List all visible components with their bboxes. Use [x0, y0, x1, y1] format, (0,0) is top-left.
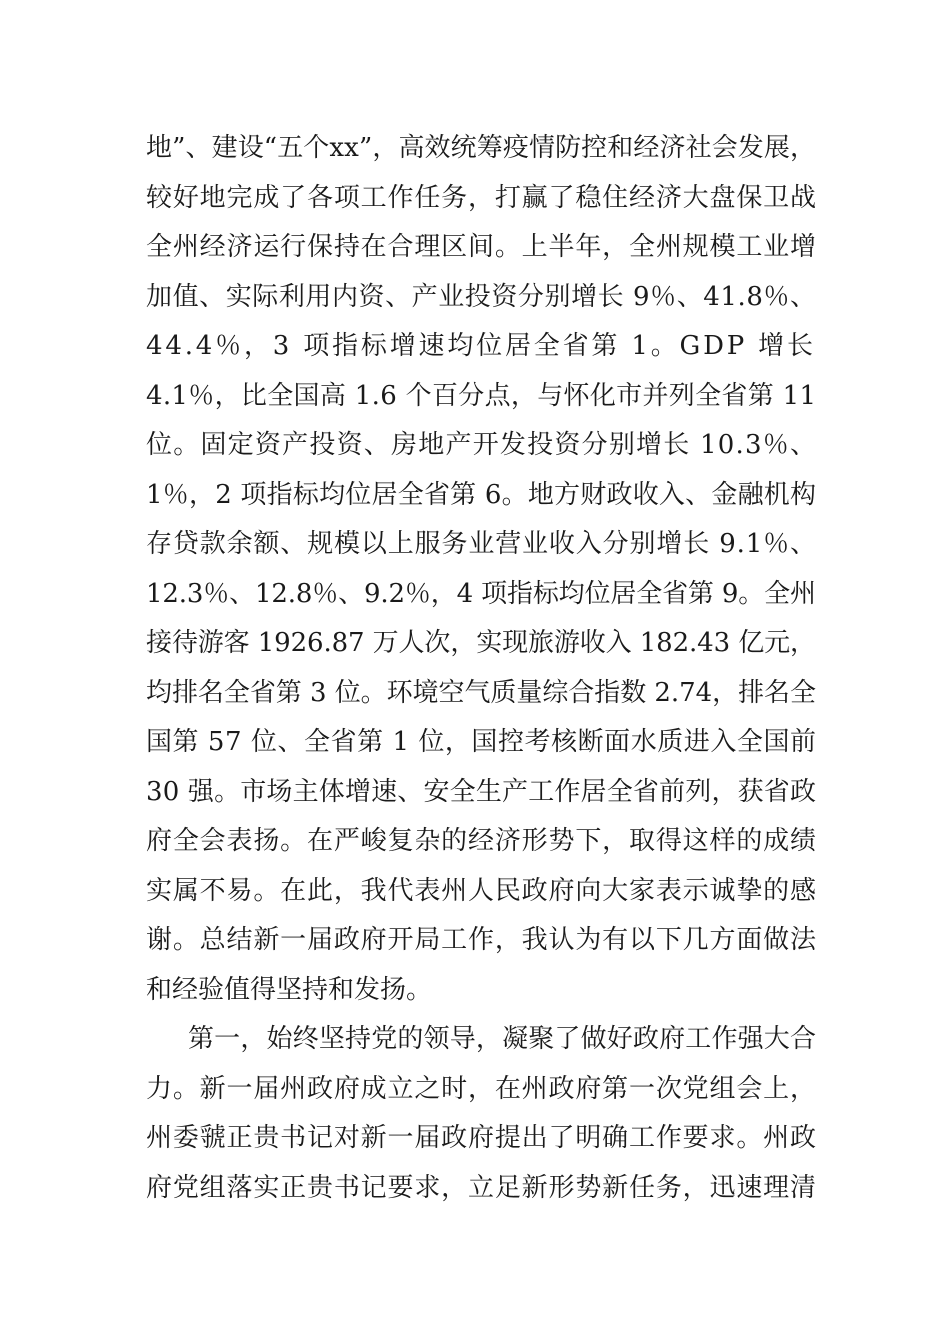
text-line: 全州经济运行保持在合理区间。上半年，全州规模工业增 — [146, 232, 817, 262]
text-line: 加值、实际利用内资、产业投资分别增长 9％、41.8％、 — [146, 281, 817, 312]
text-line: 府党组落实正贵书记要求，立足新形势新任务，迅速理清 — [146, 1172, 817, 1203]
text-line: 存贷款余额、规模以上服务业营业收入分别增长 9.1％、 — [146, 529, 817, 559]
text-line: 力。新一届州政府成立之时，在州政府第一次党组会上， — [146, 1073, 817, 1104]
text-line: 均排名全省第 3 位。环境空气质量综合指数 2.74，排名全 — [146, 677, 816, 708]
text-line: 1％，2 项指标均位居全省第 6。地方财政收入、金融机构 — [146, 479, 817, 510]
text-line: 位。固定资产投资、房地产开发投资分别增长 10.3％、 — [146, 430, 818, 460]
document-body — [146, 124, 816, 1213]
text-line: 较好地完成了各项工作任务，打赢了稳住经济大盘保卫战 — [146, 182, 817, 213]
text-line: 府全会表扬。在严峻复杂的经济形势下，取得这样的成绩 — [146, 826, 817, 856]
text-line: 和经验值得坚持和发扬。 — [146, 974, 433, 1005]
text-line: 地”、建设“五个xx”，高效统筹疫情防控和经济社会发展， — [146, 133, 817, 163]
text-line: 30 强。市场主体增速、安全生产工作居全省前列，获省政 — [146, 776, 817, 807]
text-line: 12.3％、12.8％、9.2％，4 项指标均位居全省第 9。全州 — [146, 578, 816, 609]
paragraph-first-line: 第一，始终坚持党的领导，凝聚了做好政府工作强大合 — [188, 1024, 817, 1054]
text-line: 州委虢正贵书记对新一届政府提出了明确工作要求。州政 — [146, 1123, 817, 1153]
text-line: 4.1％，比全国高 1.6 个百分点，与怀化市并列全省第 11 — [146, 380, 817, 411]
text-line: 国第 57 位、全省第 1 位，国控考核断面水质进入全国前 — [146, 727, 817, 757]
text-line: 接待游客 1926.87 万人次，实现旅游收入 182.43 亿元， — [146, 628, 816, 658]
text-line: 44.4％，3 项指标增速均位居全省第 1。GDP 增长 — [146, 331, 816, 361]
text-line: 谢。总结新一届政府开局工作，我认为有以下几方面做法 — [146, 925, 817, 955]
text-line: 实属不易。在此，我代表州人民政府向大家表示诚挚的感 — [146, 875, 817, 906]
